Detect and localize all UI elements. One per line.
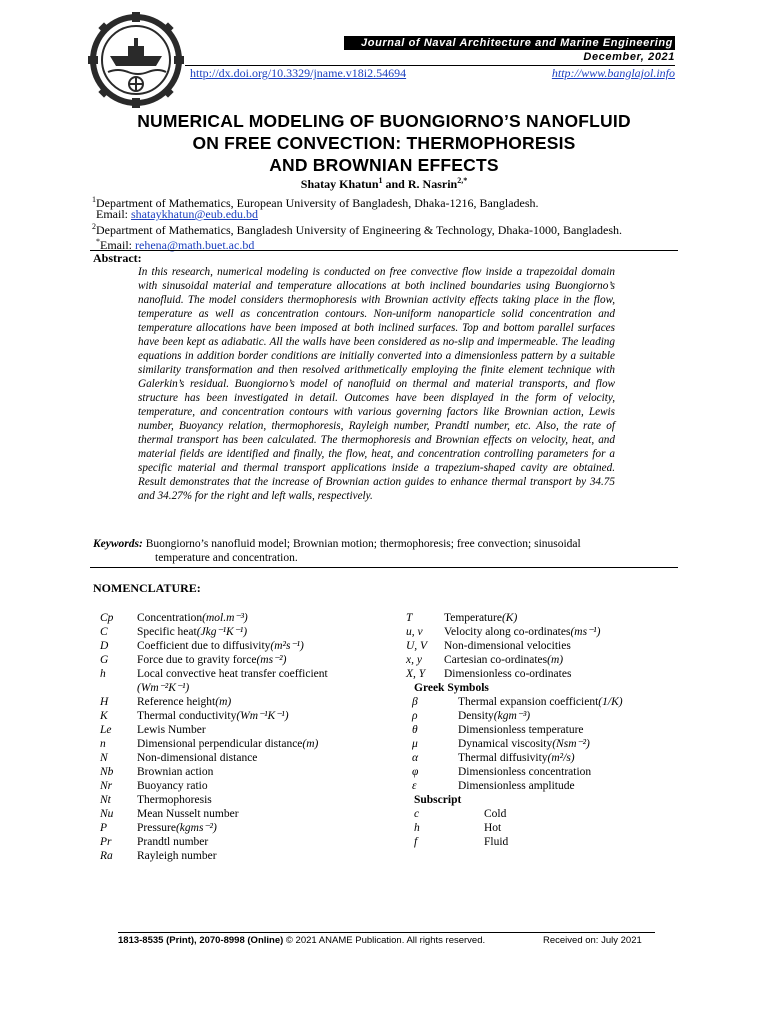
greek-symbol-row (406, 751, 686, 765)
greek-symbol-row (406, 709, 686, 723)
nomenclature-unit: (ms⁻²) (256, 654, 287, 666)
nomenclature-symbol: T (406, 612, 413, 624)
nomenclature-row (100, 667, 380, 681)
nomenclature-row (100, 653, 380, 667)
nomenclature-description: Dynamical viscosity (458, 738, 553, 750)
nomenclature-row (406, 667, 686, 681)
nomenclature-unit: (ms⁻¹) (570, 626, 601, 638)
email-2-link[interactable]: rehena@math.buet.ac.bd (135, 238, 255, 252)
nomenclature-description: Dimensional perpendicular distance (137, 738, 303, 750)
nomenclature-description: Mean Nusselt number (137, 808, 239, 820)
received-date: Received on: July 2021 (543, 935, 642, 946)
nomenclature-symbol: N (100, 752, 108, 764)
nomenclature-description: Force due to gravity force (137, 654, 257, 666)
footer-rule (118, 932, 655, 933)
nomenclature-symbol: μ (412, 738, 418, 750)
nomenclature-description: Density (458, 710, 494, 722)
nomenclature-row (406, 611, 686, 625)
nomenclature-description: Pressure (137, 822, 176, 834)
nomenclature-heading: NOMENCLATURE: (93, 581, 201, 595)
nomenclature-symbol: G (100, 654, 109, 666)
nomenclature-symbol: Nu (100, 808, 114, 820)
author-1-affil: 1 (378, 176, 383, 185)
keywords (93, 537, 675, 565)
nomenclature-row (100, 611, 380, 625)
subscript-row (406, 807, 686, 821)
nomenclature-unit: (m) (302, 738, 319, 750)
nomenclature-description: Non-dimensional distance (137, 752, 258, 764)
nomenclature-description: Hot (484, 822, 502, 834)
nomenclature-unit: (Wm⁻²K⁻¹) (137, 682, 190, 694)
aname-logo-icon (88, 12, 184, 108)
greek-symbols-heading: Greek Symbols (414, 682, 489, 694)
nomenclature-description: Specific heat (137, 626, 197, 638)
nomenclature-unit: (K) (501, 612, 518, 624)
subscript-heading: Subscript (414, 794, 462, 806)
nomenclature-symbol: f (414, 836, 418, 848)
nomenclature-symbol: K (100, 710, 108, 722)
nomenclature-row (406, 625, 686, 639)
abstract-heading: Abstract: (93, 251, 142, 265)
nomenclature-symbol: Cp (100, 612, 114, 624)
doi-link[interactable]: http://dx.doi.org/10.3329/jname.v18i2.54694 (190, 66, 407, 80)
email-1-link[interactable]: shataykhatun@eub.edu.bd (131, 207, 259, 221)
nomenclature-description: Thermal diffusivity (458, 752, 548, 764)
aff2-sup: 2 (92, 222, 96, 231)
nomenclature-row (100, 765, 380, 779)
nomenclature-symbol: D (100, 640, 109, 652)
nomenclature-row (100, 639, 380, 653)
nomenclature-left-column (100, 611, 380, 863)
abstract-top-rule (90, 250, 678, 251)
title-line-2: ON FREE CONVECTION: THERMOPHORESIS (192, 133, 576, 153)
nomenclature-description: Dimensionless temperature (458, 724, 584, 736)
nomenclature-description: Prandtl number (137, 836, 209, 848)
nomenclature-row (100, 835, 380, 849)
subscript-row (406, 835, 686, 849)
author-1: Shatay Khatun (300, 177, 379, 191)
keywords-bottom-rule (90, 567, 678, 568)
email1-label: Email: (96, 207, 131, 221)
nomenclature-description: Dimensionless co-ordinates (444, 668, 572, 680)
aff2-text: Department of Mathematics, Bangladesh University of Engineering & Technology, Dhaka-1000, Bangladesh. (96, 223, 623, 237)
nomenclature-description: Thermophoresis (137, 794, 212, 806)
nomenclature-symbol: ε (412, 780, 417, 792)
nomenclature-description: Concentration (137, 612, 203, 624)
nomenclature-symbol: ρ (412, 710, 418, 722)
nomenclature-symbol: U, V (406, 640, 428, 652)
nomenclature-row (100, 849, 380, 863)
nomenclature-description: Non-dimensional velocities (444, 640, 571, 652)
nomenclature-symbol: h (414, 822, 420, 834)
nomenclature-symbol: Nt (100, 794, 111, 806)
issue-date: December, 2021 (583, 51, 675, 63)
nomenclature-symbol: α (412, 752, 419, 764)
page-footer (118, 935, 658, 946)
nomenclature-description: Thermal conductivity (137, 710, 237, 722)
nomenclature-symbol (100, 681, 137, 695)
nomenclature-unit: (mol.m⁻³) (202, 612, 248, 624)
nomenclature-row (406, 639, 686, 653)
nomenclature-symbol: Pr (100, 836, 112, 848)
nomenclature-row (100, 709, 380, 723)
author-2: R. Nasrin (407, 177, 458, 191)
issn: 1813-8535 (Print), 2070-8998 (Online) (118, 935, 284, 946)
copyright: © 2021 ANAME Publication. All rights reserved. (283, 935, 486, 946)
nomenclature-description: Brownian action (137, 766, 214, 778)
nomenclature-symbol: h (100, 668, 106, 680)
abstract-text: In this research, numerical modeling is conducted on free convective flow inside a trapezoidal domain with sinusoidal material and temperature allocations at both inclined boundaries using Buongiorno’s nanofluid. The model considers thermophoresis with Brownian activity effects taking place in the flow, temperature as well as concentration contours. Non-uniform nanoparticle solid concentration and temperature allocations have been imposed at both inclined surfaces. Top and bottom parallel surfaces have been kept as adiabatic. All the walls have been considered as no-slip and impermeable. The leading equations in addition border conditions are initially converted into a dimensionless pattern by a suitable similarity transformation and then resolved arithmetically employing the finite element technique with Galerkin’s residual. Buongiorno’s model of nanofluid on thermal and material transports, and flow structure has been investigated in detail. Outcomes have been displayed in the form of velocity, temperature, and concentration contours with various governing factors like Brownian action, Lewis number, Buoyancy relation, thermophoresis, Rayleigh number, Prandtl number, etc. Also, the rate of thermal transport has been calculated. The thermophoresis and Brownian effects on velocity, heat, and material fields are identified and finally, the flow, heat, and concentration controlling parameters for a specific material and thermal transport applications inside a trapezium-shaped cavity are obtained. Result demonstrates that the increase of Brownian action guides to enhance thermal transport by 34.75 and 34.27% for the right and left walls, respectively. (138, 266, 615, 502)
greek-symbol-row (406, 737, 686, 751)
subscript-row (406, 821, 686, 835)
nomenclature-unit: (Nsm⁻²) (552, 738, 590, 750)
nomenclature-row (100, 695, 380, 709)
nomenclature-description: Fluid (484, 836, 509, 848)
nomenclature-right-column (406, 611, 686, 849)
nomenclature-description: Local convective heat transfer coefficient (137, 668, 328, 680)
nomenclature-row (100, 807, 380, 821)
aff1-text: Department of Mathematics, European University of Bangladesh, Dhaka-1216, Bangladesh. (96, 196, 539, 210)
nomenclature-symbol: β (412, 696, 418, 708)
greek-symbol-row (406, 765, 686, 779)
nomenclature-row (100, 751, 380, 765)
nomenclature-row (100, 681, 380, 695)
email2-sup: * (96, 237, 100, 246)
nomenclature-unit: (kgms⁻²) (175, 822, 217, 834)
nomenclature-unit: (kgm⁻³) (493, 710, 531, 722)
nomenclature-symbol: x, y (406, 654, 422, 666)
nomenclature-description: Thermal expansion coefficient (458, 696, 599, 708)
aff1-sup: 1 (92, 195, 96, 204)
nomenclature-symbol: u, v (406, 626, 423, 638)
nomenclature-unit: (Wm⁻¹K⁻¹) (236, 710, 289, 722)
nomenclature-symbol: Le (100, 724, 112, 736)
keywords-line-2: temperature and concentration. (155, 552, 298, 564)
nomenclature-symbol: n (100, 738, 106, 750)
nomenclature-description: Dimensionless amplitude (458, 780, 575, 792)
keywords-line-1: Buongiorno’s nanofluid model; Brownian motion; thermophoresis; free convection; sinusoidal (145, 538, 581, 550)
journal-name-banner: Journal of Naval Architecture and Marine Engineering (344, 36, 675, 50)
greek-symbol-row (406, 723, 686, 737)
nomenclature-description: Lewis Number (137, 724, 206, 736)
nomenclature-symbol: θ (412, 724, 418, 736)
nomenclature-row (100, 779, 380, 793)
nomenclature-description: Reference height (137, 696, 216, 708)
nomenclature-row (100, 821, 380, 835)
keywords-label: Keywords: (93, 538, 143, 550)
paper-title (90, 110, 678, 176)
nomenclature-symbol: C (100, 626, 108, 638)
title-line-1: NUMERICAL MODELING OF BUONGIORNO’S NANOFLUID (137, 111, 631, 131)
nomenclature-symbol: X, Y (406, 668, 426, 680)
nomenclature-symbol: P (100, 822, 108, 834)
nomenclature-description: Velocity along co-ordinates (444, 626, 571, 638)
nomenclature-description: Temperature (444, 612, 502, 624)
nomenclature-symbol: c (414, 808, 420, 820)
author-2-affil: 2,* (457, 176, 468, 185)
nomenclature-symbol: H (100, 696, 109, 708)
title-line-3: AND BROWNIAN EFFECTS (269, 155, 499, 175)
nomenclature-row (100, 723, 380, 737)
greek-symbol-row (406, 695, 686, 709)
author-list (0, 176, 768, 192)
banglajol-link[interactable]: http://www.banglajol.info (551, 66, 675, 80)
nomenclature-row (406, 653, 686, 667)
nomenclature-row (100, 737, 380, 751)
nomenclature-unit: (1/K) (598, 696, 623, 708)
nomenclature-description: Dimensionless concentration (458, 766, 592, 778)
nomenclature-description: Cold (484, 808, 507, 820)
nomenclature-symbol: φ (412, 766, 419, 778)
nomenclature-description: Coefficient due to diffusivity (137, 640, 271, 652)
nomenclature-description: Cartesian co-ordinates (444, 654, 548, 666)
nomenclature-symbol: Nr (100, 780, 113, 792)
nomenclature-description: Buoyancy ratio (137, 780, 208, 792)
nomenclature-row (100, 793, 380, 807)
nomenclature-unit: (Jkg⁻¹K⁻¹) (196, 626, 248, 638)
nomenclature-unit: (m²s⁻¹) (270, 640, 304, 652)
greek-symbol-row (406, 779, 686, 793)
nomenclature-unit: (m) (547, 654, 564, 666)
nomenclature-row (100, 625, 380, 639)
author-and: and (382, 177, 408, 191)
nomenclature-symbol: Ra (100, 850, 113, 862)
nomenclature-unit: (m²/s) (547, 752, 575, 764)
email2-label: Email: (100, 238, 135, 252)
nomenclature-symbol: Nb (100, 766, 114, 778)
nomenclature-description: Rayleigh number (137, 850, 217, 862)
nomenclature-unit: (m) (215, 696, 232, 708)
